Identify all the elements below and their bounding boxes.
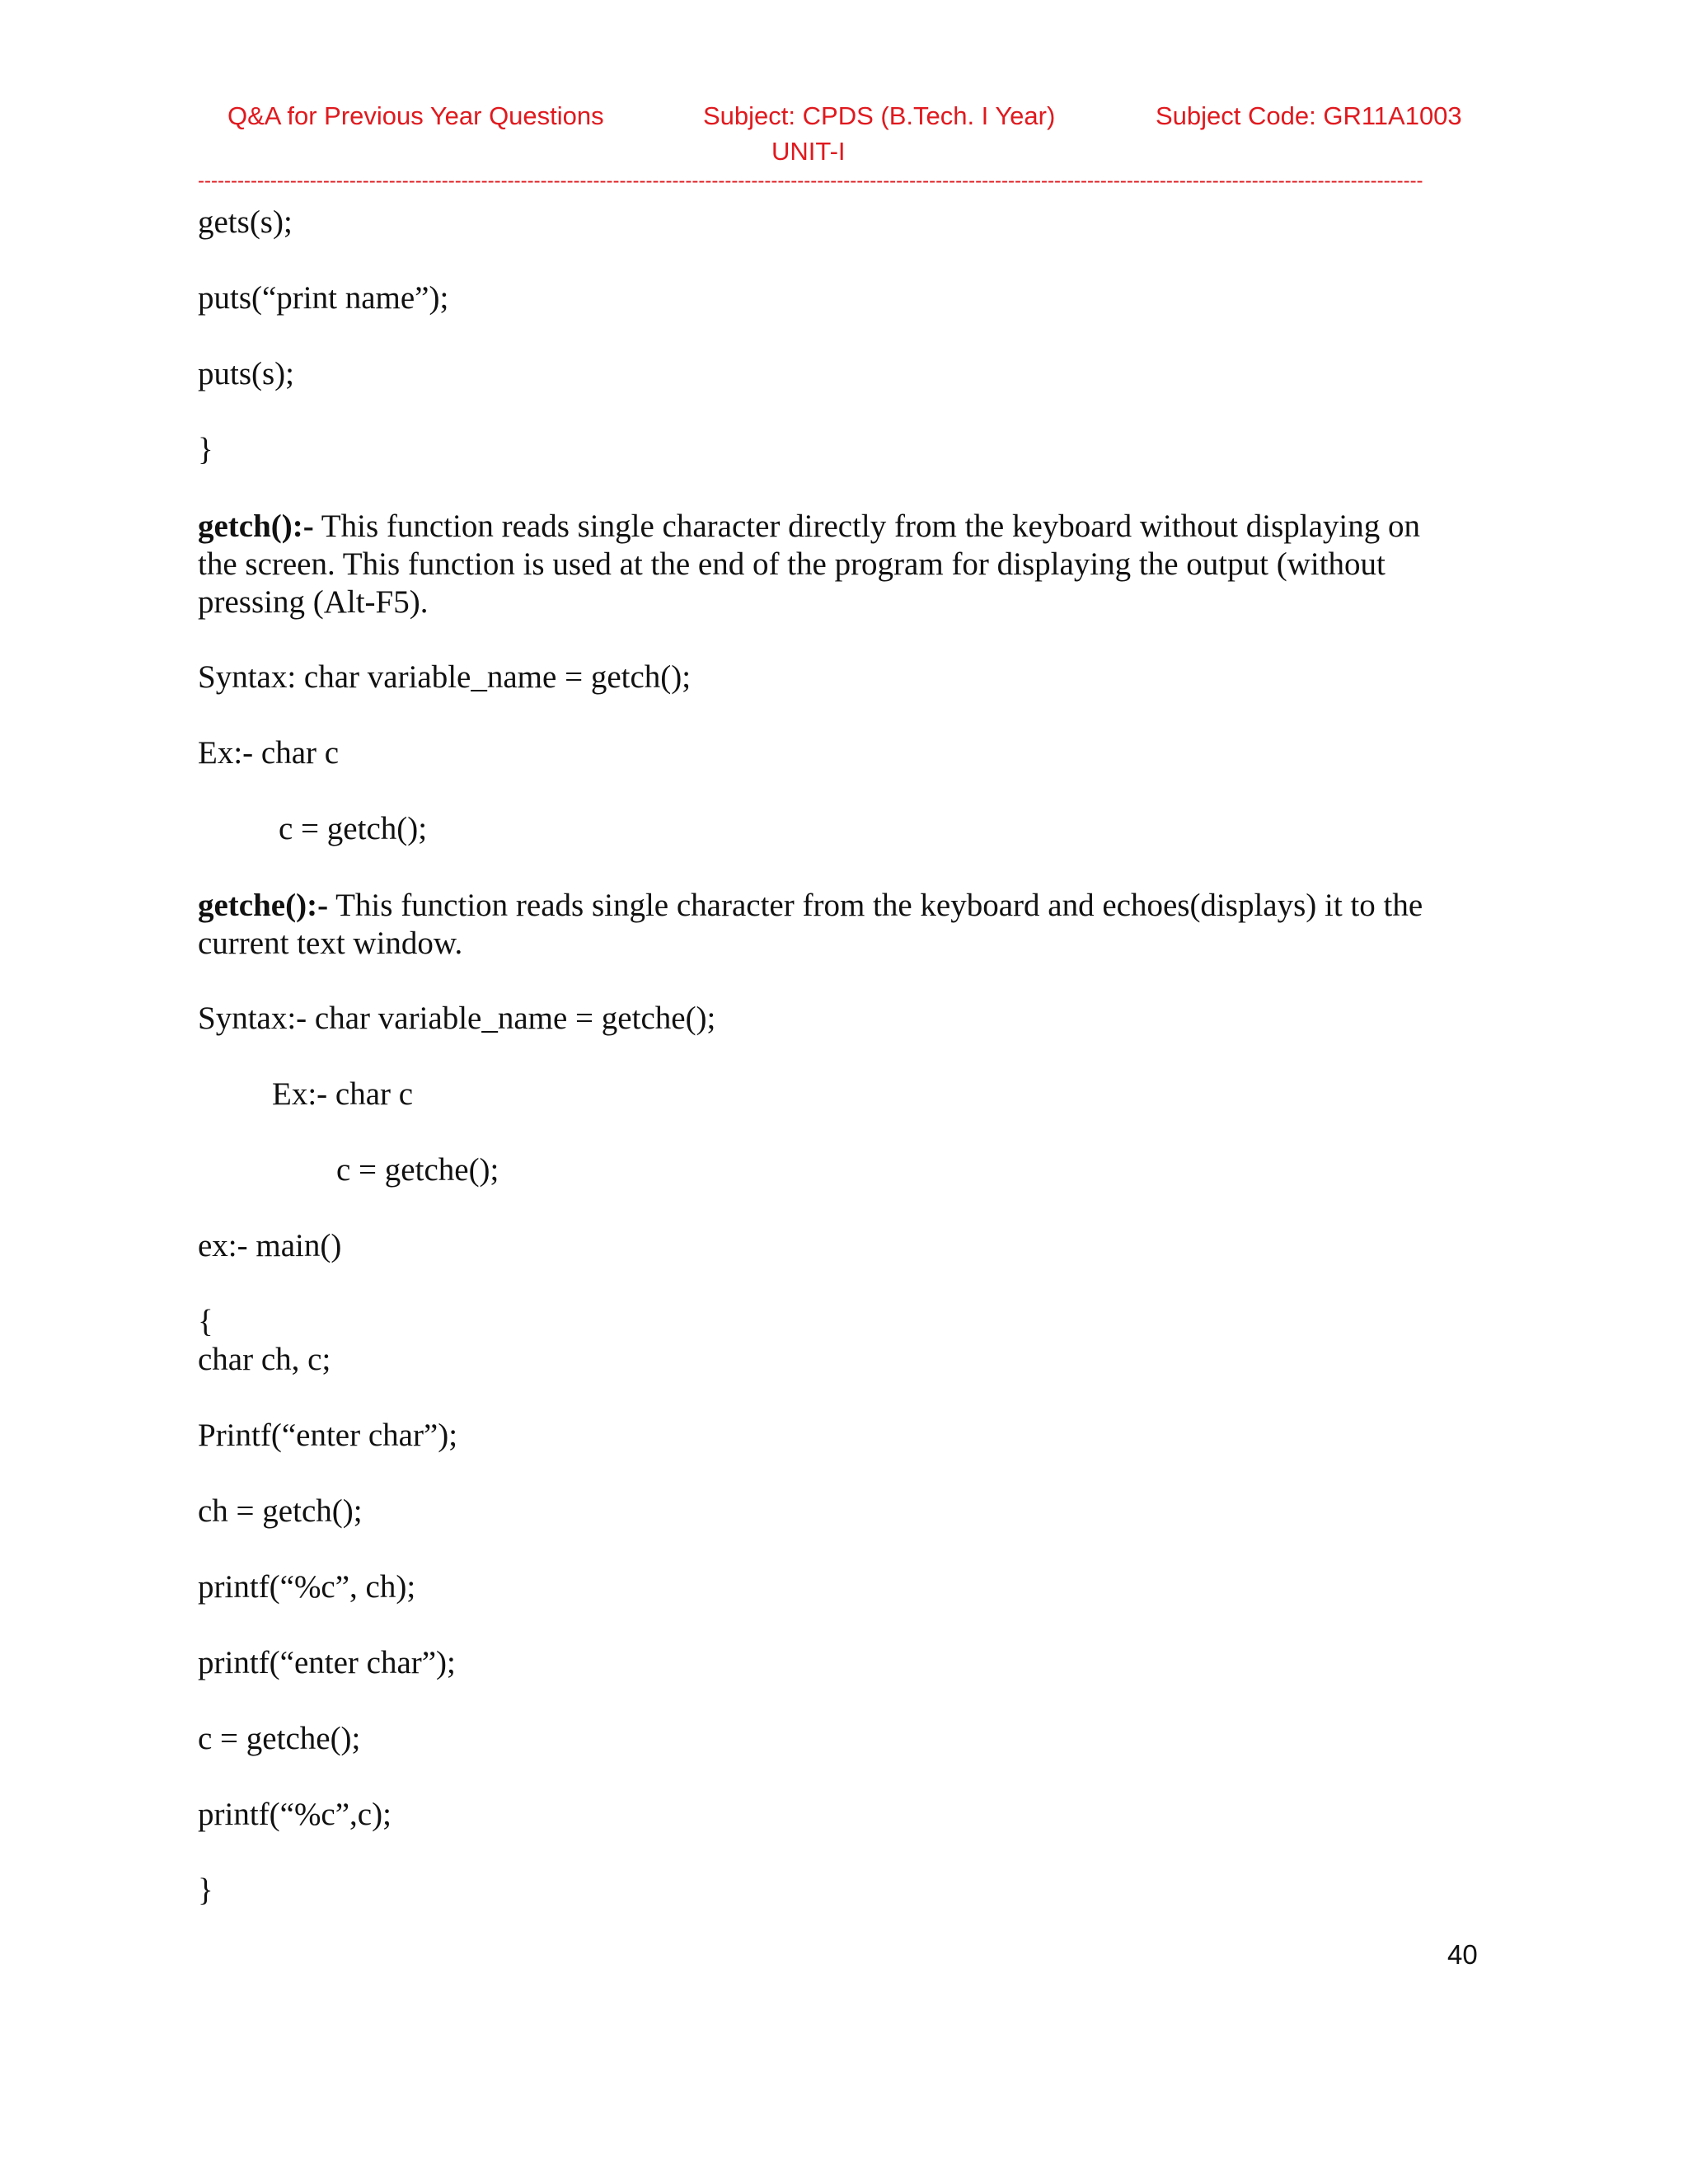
header-subject-code: Subject Code: GR11A1003	[1156, 101, 1462, 130]
header-subject: Subject: CPDS (B.Tech. I Year)	[703, 101, 1056, 130]
example-declare: char ch, c;	[198, 1342, 331, 1377]
getche-description	[198, 887, 1459, 963]
getche-desc-text: This function reads single character from the keyboard and echoes(displays) it to the current text window.	[198, 888, 1423, 961]
example-main: ex:- main()	[198, 1228, 342, 1263]
example-printf-enter-1: Printf(“enter char”);	[198, 1418, 458, 1453]
getche-example-label: Ex:- char c	[272, 1076, 414, 1112]
header-title: Q&A for Previous Year Questions	[227, 101, 604, 130]
header-unit: UNIT-I	[771, 137, 846, 166]
getch-syntax: Syntax: char variable_name = getch();	[198, 659, 692, 695]
page-number: 40	[1447, 1939, 1478, 1970]
example-getch-call: ch = getch();	[198, 1493, 363, 1529]
getche-syntax: Syntax:- char variable_name = getche();	[198, 1001, 716, 1036]
getch-term: getch():-	[198, 509, 314, 544]
code-line-puts-s: puts(s);	[198, 356, 294, 391]
example-printf-ch: printf(“%c”, ch);	[198, 1569, 416, 1605]
getche-example-line: c = getche();	[336, 1152, 499, 1188]
example-printf-enter-2: printf(“enter char”);	[198, 1645, 456, 1680]
getche-term: getche():-	[198, 888, 329, 923]
code-line-puts-print-name: puts(“print name”);	[198, 280, 449, 316]
example-printf-c: printf(“%c”,c);	[198, 1797, 392, 1832]
example-open-brace: {	[198, 1304, 213, 1339]
getch-example-label: Ex:- char c	[198, 735, 340, 771]
example-close-brace: }	[198, 1872, 213, 1908]
getch-desc-text: This function reads single character directly from the keyboard without displaying on the screen. This function is used at the end of the program for displaying the output (without pressing (Alt-F5).	[198, 509, 1420, 620]
example-getche-call: c = getche();	[198, 1721, 361, 1756]
code-line-closing-brace: }	[198, 432, 213, 467]
header-divider: ------------------------------------------------------------------------------------------------------------------------------------------------------------------------------------------	[198, 170, 1423, 192]
getch-example-line: c = getch();	[279, 811, 428, 846]
getch-description	[198, 508, 1459, 621]
code-line-gets: gets(s);	[198, 204, 293, 240]
